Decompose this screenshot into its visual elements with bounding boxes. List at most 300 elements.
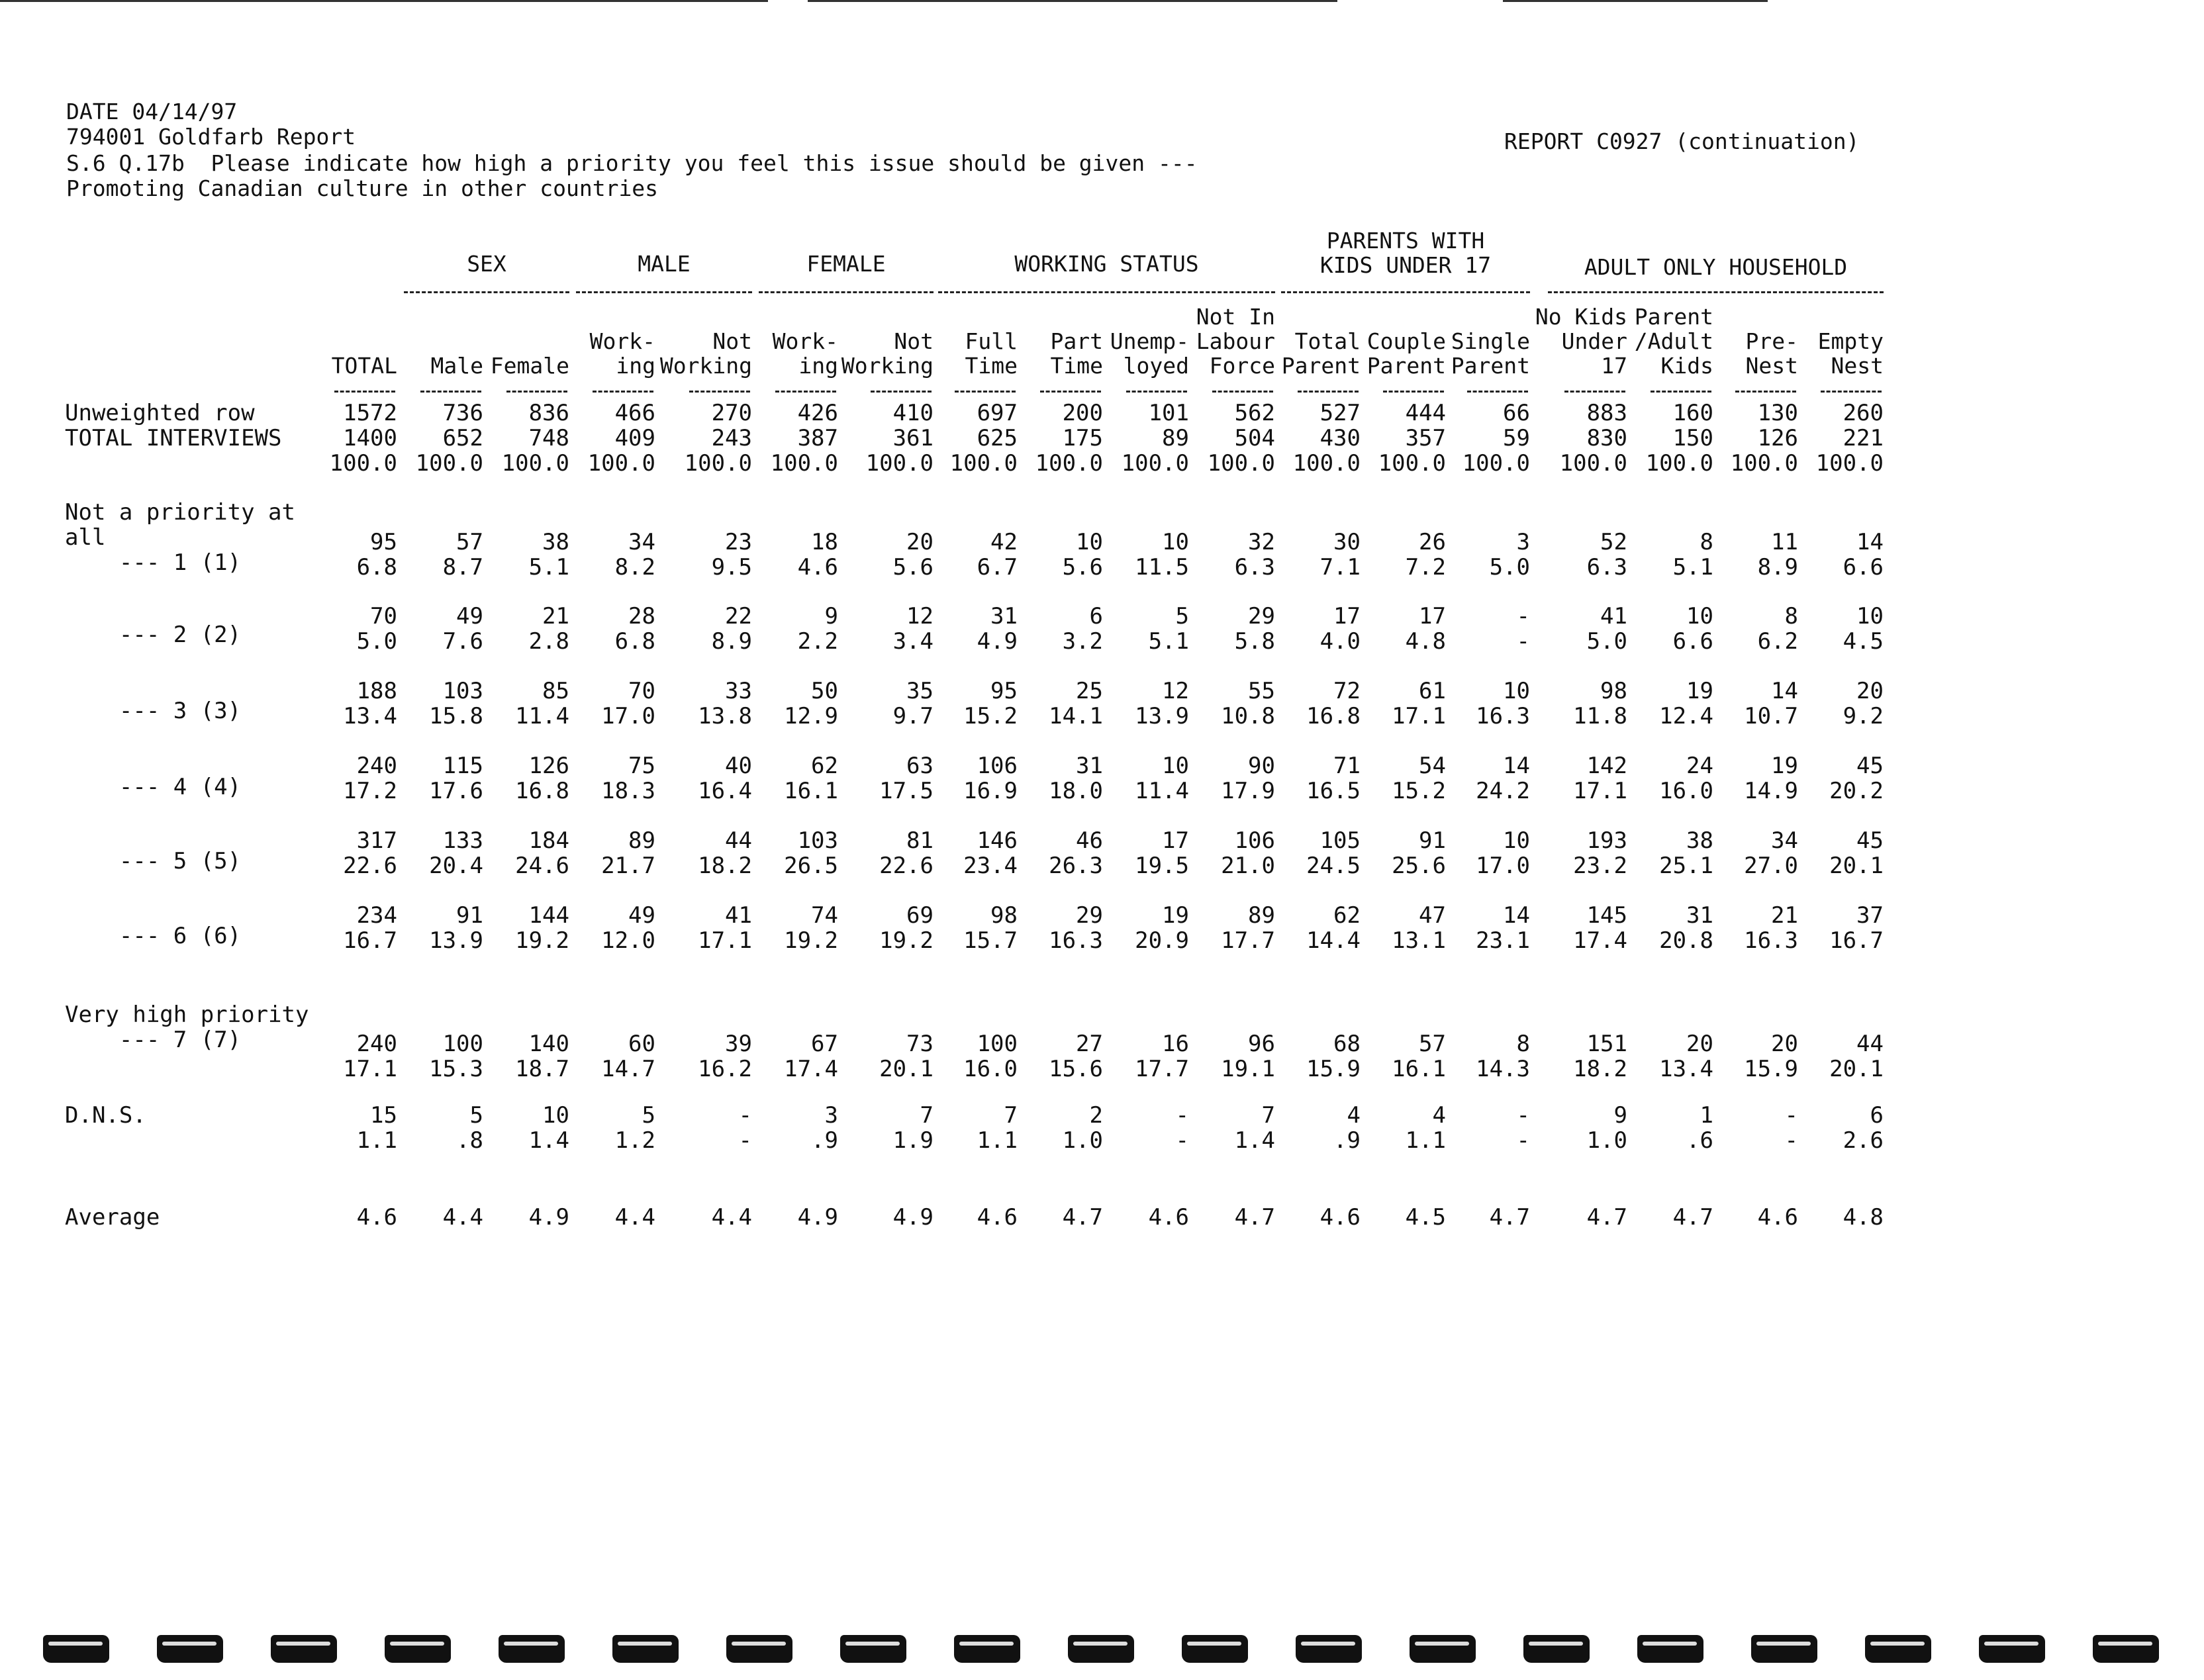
table-cell: 54 [1419,753,1446,779]
table-cell: 91 [1419,827,1446,854]
table-cell: 24 [1686,753,1713,779]
table-cell: 126 [528,753,569,779]
table-cell: 5 [1175,603,1189,630]
column-underline [1564,391,1625,393]
table-cell: 18 [811,529,838,555]
table-cell: 15.7 [963,927,1018,954]
table-cell: 14.1 [1049,703,1103,729]
table-cell: 1.1 [977,1127,1018,1154]
binding-hole-marker [1296,1635,1362,1663]
column-header-line: /Adult [1634,328,1713,354]
table-cell: 75 [628,753,655,779]
table-cell: 49 [456,603,483,630]
binding-hole-marker [840,1635,906,1663]
table-cell: 14.4 [1306,927,1361,954]
table-cell: 20.8 [1659,927,1713,954]
table-cell: 130 [1757,400,1798,426]
table-cell: 11.4 [515,703,569,729]
column-header [550,304,655,378]
table-cell: 90 [1248,753,1275,779]
column-header-line: ing [616,353,655,379]
table-cell: 15.2 [1392,778,1446,804]
table-cell: 17.1 [698,927,752,954]
table-cell: 100.0 [1121,450,1189,477]
column-header-line: Force [1209,353,1275,379]
table-cell: 9 [1613,1102,1627,1129]
table-cell: 13.4 [1659,1056,1713,1082]
table-cell: 10.7 [1744,703,1798,729]
column-underline [1821,391,1882,393]
table-cell: 14 [1856,529,1884,555]
table-cell: 9.5 [711,554,752,581]
table-cell: 21.0 [1221,853,1275,879]
table-cell: 73 [906,1031,934,1057]
table-cell: 2.8 [528,628,569,655]
table-cell: 527 [1319,400,1361,426]
table-cell: 260 [1843,400,1884,426]
table-cell: 17.6 [429,778,483,804]
table-cell: 22.6 [879,853,934,879]
table-cell: 70 [370,603,397,630]
table-cell: 100.0 [684,450,752,477]
column-underline [1383,391,1444,393]
table-cell: 4.6 [977,1204,1018,1231]
column-header-line: Nest [1745,353,1798,379]
table-cell: 7.6 [442,628,483,655]
table-cell: 32 [1248,529,1275,555]
table-cell: 24.5 [1306,853,1361,879]
column-header-line: Single [1451,328,1530,354]
table-cell: 11.4 [1135,778,1189,804]
table-cell: 6.8 [356,554,397,581]
table-cell: 426 [797,400,838,426]
column-header-line: ing [798,353,838,379]
table-cell: 8.7 [442,554,483,581]
table-cell: 221 [1843,425,1884,451]
table-cell: - [1784,1127,1798,1154]
binding-hole-marker [1182,1635,1248,1663]
table-cell: 17.1 [1392,703,1446,729]
table-cell: 25.6 [1392,853,1446,879]
column-header-line: Under [1561,328,1627,354]
table-cell: 20 [1856,678,1884,704]
table-cell: 8 [1516,1031,1530,1057]
table-cell: 140 [528,1031,569,1057]
table-cell: 8 [1700,529,1713,555]
table-cell: 19 [1686,678,1713,704]
table-cell: 5.0 [1489,554,1530,581]
table-cell: 11 [1771,529,1798,555]
table-cell: 42 [990,529,1018,555]
binding-hole-marker [271,1635,337,1663]
table-cell: 29 [1076,902,1103,929]
table-cell: 5.1 [1672,554,1713,581]
table-cell: 17.0 [1476,853,1530,879]
column-header-line: Work- [772,328,838,354]
column-underline [1735,391,1796,393]
binding-hole-marker [612,1635,679,1663]
table-cell: 14.9 [1744,778,1798,804]
table-cell: 4.5 [1843,628,1884,655]
table-cell: 31 [990,603,1018,630]
table-cell: 31 [1076,753,1103,779]
column-underline [593,391,653,393]
table-cell: 9.7 [892,703,934,729]
table-cell: 89 [1162,425,1189,451]
table-cell: 16.8 [515,778,569,804]
table-cell: 4 [1347,1102,1361,1129]
table-cell: 50 [811,678,838,704]
column-underline [871,391,932,393]
group-header: SEX [467,251,506,277]
column-underline [689,391,750,393]
column-header-line: No Kids [1535,304,1627,330]
table-cell: 409 [614,425,655,451]
column-header [732,304,838,378]
table-cell: 1.1 [356,1127,397,1154]
table-cell: 11.8 [1573,703,1627,729]
table-cell: 9.2 [1843,703,1884,729]
table-cell: 10 [1686,603,1713,630]
table-cell: 59 [1503,425,1530,451]
column-underline [1651,391,1711,393]
table-cell: 4.0 [1319,628,1361,655]
table-cell: 144 [528,902,569,929]
table-cell: 4.7 [1586,1204,1627,1231]
table-cell: 357 [1405,425,1446,451]
table-cell: 18.2 [698,853,752,879]
table-cell: 5.1 [1148,628,1189,655]
table-cell: 625 [977,425,1018,451]
table-cell: 40 [725,753,752,779]
table-cell: 12 [906,603,934,630]
table-cell: 66 [1503,400,1530,426]
binding-hole-marker [1637,1635,1703,1663]
binding-hole-marker [2093,1635,2159,1663]
column-underline [1212,391,1273,393]
table-cell: 4.8 [1843,1204,1884,1231]
table-cell: 4.6 [356,1204,397,1231]
scan-edge-rule [1503,0,1768,2]
table-cell: 146 [977,827,1018,854]
table-cell: 95 [370,529,397,555]
binding-hole-marker [157,1635,223,1663]
row-label: Unweighted row [65,400,255,426]
table-cell: 60 [628,1031,655,1057]
table-cell: 1572 [343,400,397,426]
table-cell: 12.4 [1659,703,1713,729]
row-label: --- 2 (2) [65,622,242,648]
table-cell: 1.4 [1234,1127,1275,1154]
table-cell: 466 [614,400,655,426]
column-underline [1467,391,1528,393]
table-cell: 16.1 [784,778,838,804]
table-cell: 7 [920,1102,934,1129]
column-underline [334,391,395,393]
table-cell: 25.1 [1659,853,1713,879]
row-label: --- 7 (7) [65,1027,242,1053]
table-cell: 748 [528,425,569,451]
table-cell: 74 [811,902,838,929]
column-header-line: 17 [1601,353,1627,379]
table-cell: 1 [1700,1102,1713,1129]
table-cell: 188 [356,678,397,704]
table-cell: 20.1 [879,1056,934,1082]
binding-hole-marker [1979,1635,2045,1663]
table-cell: 17.0 [601,703,655,729]
binding-hole-marker [1410,1635,1476,1663]
binding-hole-marker [43,1635,109,1663]
column-header [1778,304,1884,378]
table-cell: 96 [1248,1031,1275,1057]
table-cell: 17.4 [784,1056,838,1082]
column-header-line: Kids [1660,353,1713,379]
table-cell: 20 [1771,1031,1798,1057]
table-cell: 29 [1248,603,1275,630]
table-cell: 9 [824,603,838,630]
table-cell: 17.4 [1573,927,1627,954]
table-cell: 16.3 [1049,927,1103,954]
table-cell: 13.4 [343,703,397,729]
table-cell: 3 [824,1102,838,1129]
table-cell: 17.7 [1135,1056,1189,1082]
table-cell: 100.0 [1292,450,1361,477]
table-cell: 37 [1856,902,1884,929]
table-cell: 20.1 [1829,853,1884,879]
table-cell: 10 [542,1102,569,1129]
table-cell: 10 [1076,529,1103,555]
table-cell: 1.9 [892,1127,934,1154]
row-label: --- 6 (6) [65,923,242,949]
table-cell: 16.2 [698,1056,752,1082]
table-cell: 62 [1333,902,1361,929]
group-rule [1548,291,1884,293]
table-cell: .6 [1686,1127,1713,1154]
column-underline [420,391,481,393]
table-cell: 10 [1503,827,1530,854]
table-cell: 17.2 [343,778,397,804]
group-header: FEMALE [806,251,886,277]
table-cell: 45 [1856,753,1884,779]
table-cell: 184 [528,827,569,854]
column-underline [1298,391,1359,393]
table-cell: 89 [628,827,655,854]
table-cell: 4.9 [977,628,1018,655]
column-header-line: Nest [1831,353,1884,379]
table-cell: 17.7 [1221,927,1275,954]
table-cell: 4.4 [442,1204,483,1231]
table-cell: 20.2 [1829,778,1884,804]
table-cell: 387 [797,425,838,451]
column-header-line: Parent [1366,353,1446,379]
table-cell: 13.9 [429,927,483,954]
table-cell: 4.7 [1062,1204,1103,1231]
table-cell: 8.9 [1757,554,1798,581]
table-cell: 20 [906,529,934,555]
table-cell: 4 [1432,1102,1446,1129]
table-cell: 13.1 [1392,927,1446,954]
table-cell: 5 [642,1102,655,1129]
table-cell: 17 [1419,603,1446,630]
table-cell: 16.5 [1306,778,1361,804]
table-cell: 12.9 [784,703,838,729]
table-cell: 10 [1856,603,1884,630]
table-cell: 22 [725,603,752,630]
row-label: --- 5 (5) [65,848,242,874]
table-cell: 7.2 [1405,554,1446,581]
table-cell: 23.1 [1476,927,1530,954]
table-cell: 34 [628,529,655,555]
table-cell: 3.4 [892,628,934,655]
table-cell: 18.3 [601,778,655,804]
question-text: S.6 Q.17b Please indicate how high a priority you feel this issue should be given --- [66,150,1198,176]
table-cell: 100.0 [770,450,838,477]
table-cell: 5 [469,1102,483,1129]
table-cell: 62 [811,753,838,779]
column-header [1424,304,1530,378]
column-header-line: Unemp- [1110,328,1189,354]
table-cell: 5.6 [892,554,934,581]
table-cell: 4.8 [1405,628,1446,655]
column-header-line: Pre- [1745,328,1798,354]
table-cell: 6.8 [614,628,655,655]
group-rule [576,291,752,293]
row-label: Average [65,1204,160,1231]
table-cell: 16.4 [698,778,752,804]
table-cell: 736 [442,400,483,426]
column-underline [1126,391,1187,393]
table-cell: 95 [990,678,1018,704]
table-cell: .9 [811,1127,838,1154]
table-cell: 16 [1162,1031,1189,1057]
table-cell: 18.0 [1049,778,1103,804]
row-label: TOTAL INTERVIEWS [65,425,282,451]
table-cell: 39 [725,1031,752,1057]
table-cell: 444 [1405,400,1446,426]
table-cell: 24.2 [1476,778,1530,804]
column-header-line [1424,304,1530,329]
table-cell: 5.0 [356,628,397,655]
row-label: --- 1 (1) [65,549,242,576]
table-cell: 4.4 [614,1204,655,1231]
table-cell: 10 [1162,753,1189,779]
scan-edge-rule [0,0,768,2]
column-header-line [1778,304,1884,329]
table-cell: 52 [1600,529,1627,555]
table-cell: 150 [1672,425,1713,451]
table-cell: 16.7 [343,927,397,954]
report-id: REPORT C0927 (continuation) [1504,128,1860,154]
table-cell: 1400 [343,425,397,451]
column-underline [506,391,567,393]
table-cell: 33 [725,678,752,704]
table-cell: 6.7 [977,554,1018,581]
table-cell: 317 [356,827,397,854]
table-cell: 34 [1771,827,1798,854]
table-cell: 4.9 [892,1204,934,1231]
table-cell: 270 [711,400,752,426]
binding-hole-marker [1751,1635,1817,1663]
table-cell: 15.8 [429,703,483,729]
table-cell: 883 [1586,400,1627,426]
table-cell: 100.0 [1559,450,1627,477]
table-cell: 17.5 [879,778,934,804]
column-underline [775,391,836,393]
group-rule [1281,291,1530,293]
table-cell: 22.6 [343,853,397,879]
column-header-line: Total [1294,328,1361,354]
group-rule [404,291,569,293]
column-underline [1040,391,1101,393]
table-cell: 103 [797,827,838,854]
table-cell: 10.8 [1221,703,1275,729]
table-cell: 15.9 [1744,1056,1798,1082]
table-cell: 67 [811,1031,838,1057]
table-cell: 15.2 [963,703,1018,729]
table-cell: 19 [1162,902,1189,929]
table-cell: 100.0 [1815,450,1884,477]
table-cell: 1.2 [614,1127,655,1154]
column-header-line: Labour [1196,328,1275,354]
table-cell: 4.9 [528,1204,569,1231]
table-cell: 2 [1089,1102,1103,1129]
table-cell: 4.7 [1489,1204,1530,1231]
table-cell: 63 [906,753,934,779]
table-cell: 16.3 [1476,703,1530,729]
table-cell: 4.5 [1405,1204,1446,1231]
table-cell: 106 [1234,827,1275,854]
table-cell: 14 [1503,902,1530,929]
table-cell: 6.2 [1757,628,1798,655]
table-cell: 7.1 [1319,554,1361,581]
table-cell: 14.3 [1476,1056,1530,1082]
table-cell: 100.0 [865,450,934,477]
column-header-line: Time [1050,353,1103,379]
table-cell: 100 [977,1031,1018,1057]
table-cell: 697 [977,400,1018,426]
table-cell: 4.6 [1319,1204,1361,1231]
column-header-line: Not In [1196,304,1275,330]
table-cell: 126 [1757,425,1798,451]
table-cell: 15.3 [429,1056,483,1082]
table-cell: 562 [1234,400,1275,426]
table-cell: 193 [1586,827,1627,854]
table-cell: 101 [1148,400,1189,426]
column-header-line [550,304,655,329]
table-cell: 23.2 [1573,853,1627,879]
table-cell: - [1784,1102,1798,1129]
table-cell: 16.8 [1306,703,1361,729]
table-cell: 15.6 [1049,1056,1103,1082]
table-cell: 17 [1162,827,1189,854]
table-cell: 160 [1672,400,1713,426]
table-cell: 98 [990,902,1018,929]
report-date: DATE 04/14/97 [66,99,238,124]
table-cell: 6.6 [1672,628,1713,655]
table-cell: 5.6 [1062,554,1103,581]
table-cell: 26.3 [1049,853,1103,879]
table-cell: 200 [1062,400,1103,426]
column-header-line: Working [659,353,752,379]
column-header-line: Male [430,353,483,379]
table-cell: 72 [1333,678,1361,704]
table-cell: 145 [1586,902,1627,929]
table-cell: 7 [1004,1102,1018,1129]
column-header-line: Not [894,328,934,354]
table-cell: 21 [1771,902,1798,929]
table-cell: 8 [1784,603,1798,630]
table-cell: 100 [442,1031,483,1057]
